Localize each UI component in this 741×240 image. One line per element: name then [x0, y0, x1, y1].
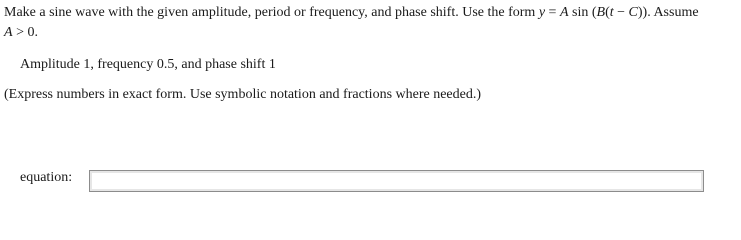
prompt-line-2	[4, 24, 38, 42]
formula-paren-open: (	[605, 5, 610, 20]
formula-minus: −	[613, 5, 629, 20]
assumption-A: A	[4, 25, 13, 40]
formula-y: y	[538, 5, 546, 20]
formula-equals: =	[545, 5, 560, 20]
formula-t: t	[609, 5, 614, 20]
formula-B: B	[596, 5, 606, 20]
equation-input[interactable]	[89, 170, 704, 192]
formula-paren-close: )).	[637, 5, 651, 20]
prompt-line-1	[4, 4, 699, 22]
formula-C: C	[628, 5, 638, 20]
equation-label: equation:	[20, 170, 73, 185]
assumption-rest: > 0.	[12, 25, 38, 40]
prompt-text: Make a sine wave with the given amplitude, period or frequency, and phase shift. Use the form	[4, 5, 539, 20]
instruction-text: (Express numbers in exact form. Use symbolic notation and fractions where needed.)	[4, 87, 482, 102]
formula-sin: sin (	[568, 5, 597, 20]
formula-A: A	[559, 5, 569, 20]
prompt-tail: Assume	[650, 5, 699, 20]
problem-statement: Amplitude 1, frequency 0.5, and phase shift 1	[20, 57, 276, 72]
